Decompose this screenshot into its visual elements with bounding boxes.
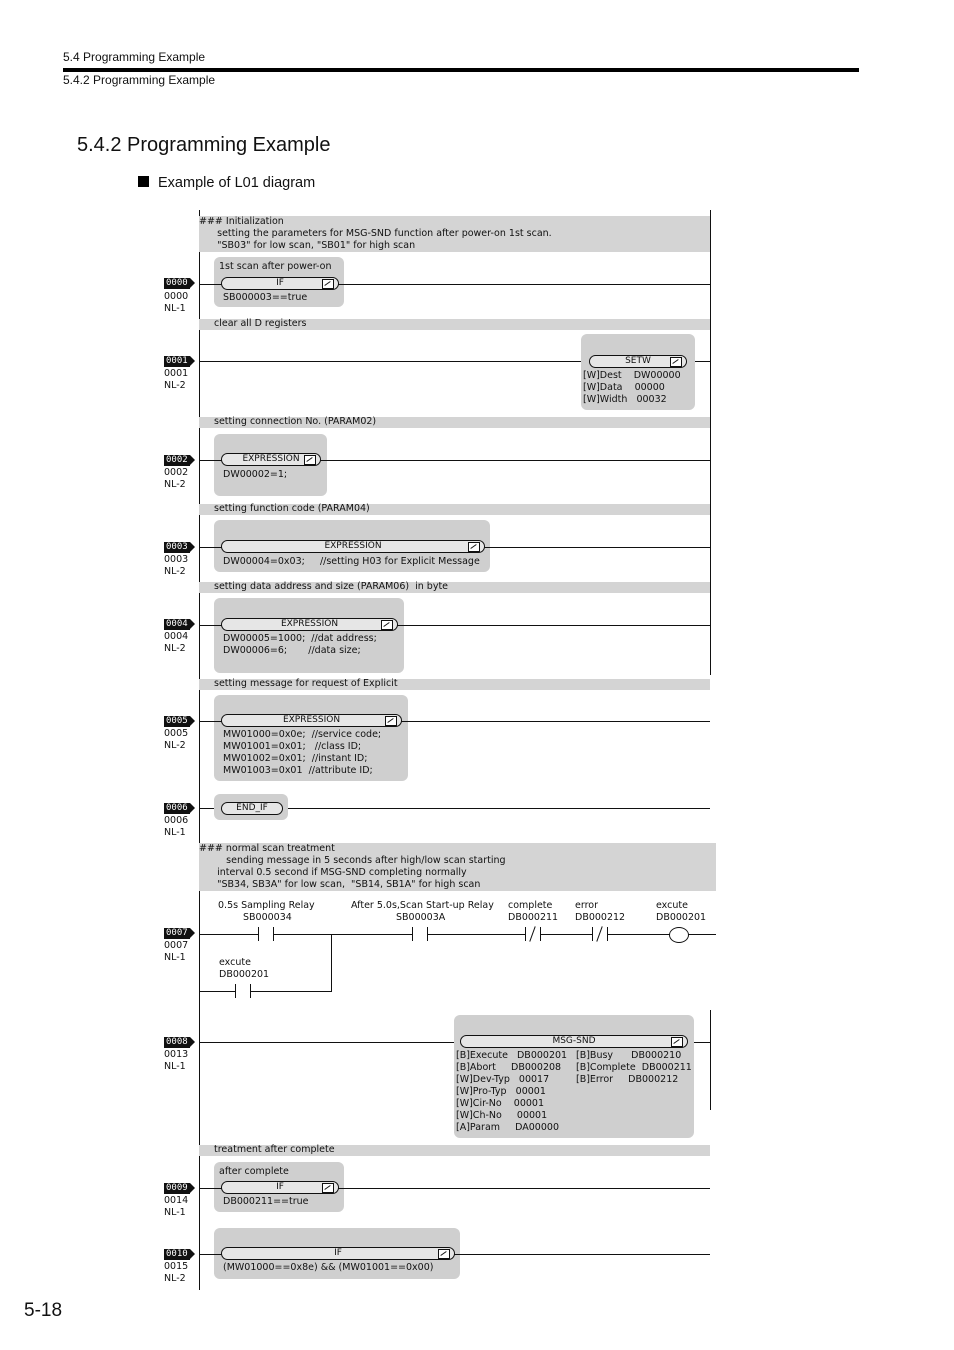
rung-0002-number: 0002 <box>164 467 189 478</box>
rung-0007-number: 0007 <box>164 940 189 951</box>
branch-label: excute <box>219 957 251 968</box>
edit-icon <box>322 1183 334 1193</box>
rung-0002-tag[interactable]: 0002 <box>166 455 188 465</box>
rung-0005-number: 0005 <box>164 728 189 739</box>
rung-0000-expr: SB000003==true <box>223 292 308 303</box>
rung-0006-tag[interactable]: 0006 <box>166 803 188 813</box>
edit-icon <box>671 1037 683 1047</box>
rung-0001-nest: NL-2 <box>164 380 186 391</box>
normal-comment-l3: interval 0.5 second if MSG-SND completing normally <box>199 867 467 878</box>
rung-0005-expression-block[interactable]: EXPRESSION <box>221 714 402 727</box>
comment-message: setting message for request of Explicit <box>214 678 398 689</box>
comment-address: setting data address and size (PARAM06) in byte <box>214 581 449 592</box>
rung-0009-title: after complete <box>219 1166 289 1177</box>
rung-0006-nest: NL-1 <box>164 827 186 838</box>
rung-0008-number: 0013 <box>164 1049 189 1060</box>
right-power-rail-2 <box>710 1010 711 1110</box>
rung-0001-tag[interactable]: 0001 <box>166 356 188 366</box>
rung-0002-expression-block[interactable]: EXPRESSION <box>221 453 321 466</box>
msgsnd-in-1: [B]Execute DB000201 <box>456 1050 568 1061</box>
rung-0009-expr: DB000211==true <box>223 1196 309 1207</box>
rung-0001-param-2: [W]Data 00000 <box>583 382 665 393</box>
rung-0000-title: 1st scan after power-on <box>219 261 332 272</box>
rung-0009-if-block[interactable]: IF <box>221 1181 339 1194</box>
right-power-rail <box>710 210 711 675</box>
running-header-subsection: 5.4.2 Programming Example <box>63 73 216 87</box>
rung-0003-nest: NL-2 <box>164 566 186 577</box>
contact-db000212-nc[interactable] <box>592 927 608 941</box>
msgsnd-out-1: [B]Busy DB000210 <box>576 1050 682 1061</box>
rung-0003-number: 0003 <box>164 554 189 565</box>
rung-0001-setw-block[interactable]: SETW <box>589 355 687 368</box>
rung-0004-line-1: DW00005=1000; //dat address; <box>223 633 377 644</box>
msgsnd-in-5: [W]Cir-No 00001 <box>456 1098 545 1109</box>
rung-0008-msgsnd-block[interactable]: MSG-SND <box>460 1035 688 1048</box>
rung-0008-nest: NL-1 <box>164 1061 186 1072</box>
rung-0008-tag[interactable]: 0008 <box>166 1037 188 1047</box>
rung-0006-number: 0006 <box>164 815 189 826</box>
left-power-rail <box>199 210 200 1290</box>
coil-addr: DB000201 <box>656 912 707 923</box>
header-rule <box>63 68 859 72</box>
rung-0000-number: 0000 <box>164 291 189 302</box>
contact-1-addr: SB000034 <box>243 912 292 923</box>
contact-3-label: complete <box>508 900 553 911</box>
contact-2-addr: SB00003A <box>396 912 446 923</box>
rung-0001-param-1: [W]Dest DW00000 <box>583 370 681 381</box>
edit-icon <box>322 279 334 289</box>
msgsnd-out-2: [B]Complete DB000211 <box>576 1062 692 1073</box>
contact-sb00003a[interactable] <box>412 927 428 941</box>
coil-db000201[interactable] <box>669 927 689 943</box>
page-number: 5-18 <box>24 1300 63 1321</box>
bullet-square-icon <box>138 176 149 187</box>
comment-function: setting function code (PARAM04) <box>214 503 370 514</box>
rung-0010-tag[interactable]: 0010 <box>166 1249 188 1259</box>
normal-comment-l1: ### normal scan treatment <box>199 843 335 854</box>
edit-icon <box>468 542 480 552</box>
branch-vertical <box>331 934 332 991</box>
rung-0005-line-4: MW01003=0x01 //attribute ID; <box>223 765 373 776</box>
msgsnd-out-3: [B]Error DB000212 <box>576 1074 679 1085</box>
rung-0010-expr: (MW01000==0x8e) && (MW01001==0x00) <box>223 1262 434 1273</box>
msgsnd-in-7: [A]Param DA00000 <box>456 1122 559 1133</box>
edit-icon <box>670 357 682 367</box>
msgsnd-in-6: [W]Ch-No 00001 <box>456 1110 548 1121</box>
rung-0002-expr: DW00002=1; <box>223 469 288 480</box>
edit-icon <box>385 716 397 726</box>
rung-0003-expr: DW00004=0x03; //setting H03 for Explicit Message <box>223 556 480 567</box>
comment-after-complete: treatment after complete <box>214 1144 335 1155</box>
contact-3-addr: DB000211 <box>508 912 559 923</box>
rung-0007-nest: NL-1 <box>164 952 186 963</box>
rung-0002-nest: NL-2 <box>164 479 186 490</box>
edit-icon <box>438 1249 450 1259</box>
contact-4-label: error <box>575 900 598 911</box>
rung-0001-number: 0001 <box>164 368 189 379</box>
rung-0004-nest: NL-2 <box>164 643 186 654</box>
branch-wire <box>199 991 332 992</box>
rung-0005-line-3: MW01002=0x01; //instant ID; <box>223 753 368 764</box>
rung-0000-if-block[interactable]: IF <box>221 277 339 290</box>
rung-0010-number: 0015 <box>164 1261 189 1272</box>
init-comment-l2: setting the parameters for MSG-SND function after power-on 1st scan. <box>199 228 552 239</box>
rung-0004-expression-block[interactable]: EXPRESSION <box>221 618 398 631</box>
rung-0005-line-1: MW01000=0x0e; //service code; <box>223 729 382 740</box>
rung-0000-tag[interactable]: 0000 <box>166 278 188 288</box>
ladder-diagram <box>160 210 720 1292</box>
rung-0010-if-block[interactable]: IF <box>221 1247 455 1260</box>
rung-0001-param-3: [W]Width 00032 <box>583 394 667 405</box>
rung-0009-nest: NL-1 <box>164 1207 186 1218</box>
contact-2-label: After 5.0s,Scan Start-up Relay <box>351 900 494 911</box>
msgsnd-in-3: [W]Dev-Typ 00017 <box>456 1074 550 1085</box>
contact-sb000034[interactable] <box>258 927 274 941</box>
rung-0003-tag[interactable]: 0003 <box>166 542 188 552</box>
rung-0004-tag[interactable]: 0004 <box>166 619 188 629</box>
coil-label: excute <box>656 900 688 911</box>
edit-icon <box>381 620 393 630</box>
rung-0009-tag[interactable]: 0009 <box>166 1183 188 1193</box>
comment-connection: setting connection No. (PARAM02) <box>214 416 377 427</box>
rung-0009-number: 0014 <box>164 1195 189 1206</box>
rung-0004-number: 0004 <box>164 631 189 642</box>
rung-0007-wire <box>199 934 716 935</box>
contact-1-label: 0.5s Sampling Relay <box>218 900 315 911</box>
normal-comment-l2: sending message in 5 seconds after high/low scan starting <box>199 855 506 866</box>
rung-0003-expression-block[interactable]: EXPRESSION <box>221 540 485 553</box>
contact-db000211-nc[interactable] <box>525 927 541 941</box>
branch-addr: DB000201 <box>219 969 270 980</box>
contact-4-addr: DB000212 <box>575 912 626 923</box>
edit-icon <box>304 455 316 465</box>
rung-0010-nest: NL-2 <box>164 1273 186 1284</box>
rung-0005-nest: NL-2 <box>164 740 186 751</box>
msgsnd-in-2: [B]Abort DB000208 <box>456 1062 562 1073</box>
diagram-caption: Example of L01 diagram <box>138 175 315 191</box>
comment-clear: clear all D registers <box>214 318 307 329</box>
rung-0004-line-2: DW00006=6; //data size; <box>223 645 361 656</box>
normal-comment-l4: "SB34, SB3A" for low scan, "SB14, SB1A" for high scan <box>199 879 481 890</box>
rung-0005-line-2: MW01001=0x01; //class ID; <box>223 741 362 752</box>
msgsnd-in-4: [W]Pro-Typ 00001 <box>456 1086 546 1097</box>
rung-0006-endif-block[interactable]: END_IF <box>221 802 283 815</box>
contact-db000201-branch[interactable] <box>235 984 251 998</box>
rung-0005-tag[interactable]: 0005 <box>166 716 188 726</box>
init-comment-l3: "SB03" for low scan, "SB01" for high scan <box>199 240 416 251</box>
running-header-section: 5.4 Programming Example <box>63 50 206 64</box>
section-title: 5.4.2 Programming Example <box>77 134 331 156</box>
rung-0000-nest: NL-1 <box>164 303 186 314</box>
rung-0007-tag[interactable]: 0007 <box>166 928 188 938</box>
init-comment-l1: ### Initialization <box>199 216 284 227</box>
